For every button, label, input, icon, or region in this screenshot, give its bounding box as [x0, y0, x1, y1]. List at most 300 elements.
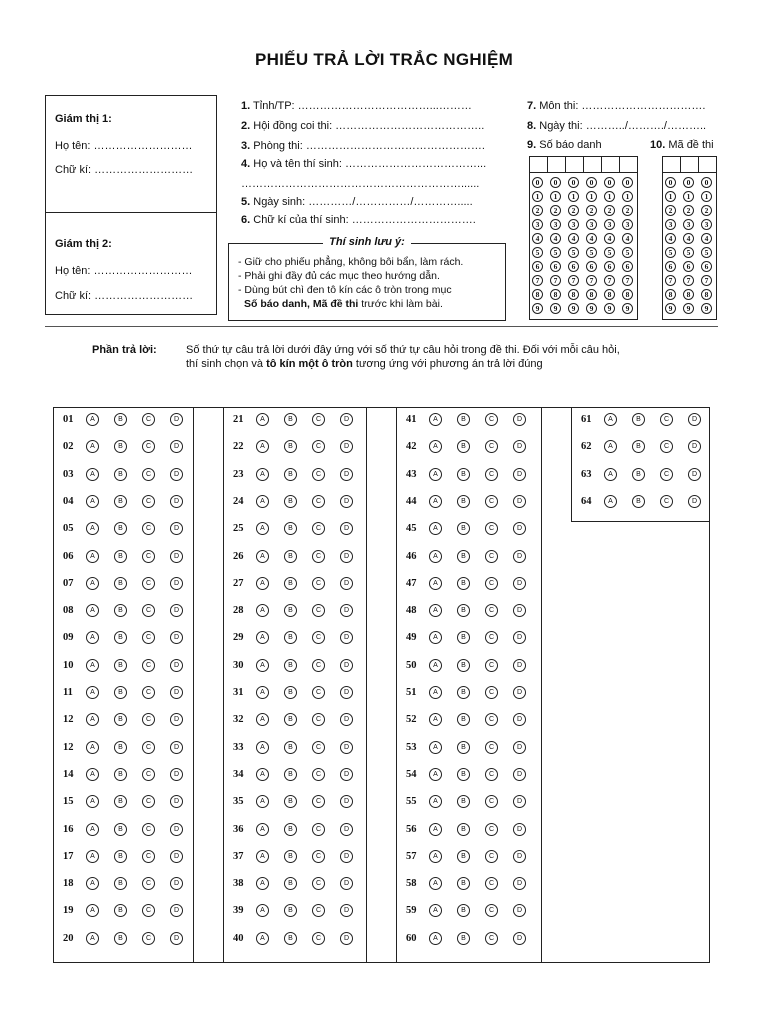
answer-bubble-b[interactable]: B	[114, 440, 127, 453]
answer-bubble-a[interactable]: A	[429, 768, 442, 781]
answer-bubble-b[interactable]: B	[284, 686, 297, 699]
made-bubble[interactable]: 8	[683, 289, 694, 300]
answer-bubble-a[interactable]: A	[429, 904, 442, 917]
answer-bubble-a[interactable]: A	[256, 768, 269, 781]
answer-bubble-b[interactable]: B	[284, 522, 297, 535]
answer-bubble-c[interactable]: C	[142, 495, 155, 508]
answer-bubble-d[interactable]: D	[170, 413, 183, 426]
answer-bubble-a[interactable]: A	[604, 440, 617, 453]
answer-bubble-c[interactable]: C	[312, 468, 325, 481]
sbd-bubble[interactable]: 9	[622, 303, 633, 314]
answer-bubble-d[interactable]: D	[513, 795, 526, 808]
answer-bubble-c[interactable]: C	[485, 932, 498, 945]
sbd-bubble[interactable]: 2	[586, 205, 597, 216]
sbd-bubble[interactable]: 1	[622, 191, 633, 202]
made-bubble[interactable]: 5	[683, 247, 694, 258]
field-8[interactable]	[527, 120, 706, 132]
answer-bubble-d[interactable]: D	[513, 522, 526, 535]
answer-bubble-d[interactable]: D	[340, 550, 353, 563]
answer-bubble-a[interactable]: A	[429, 932, 442, 945]
answer-bubble-b[interactable]: B	[114, 877, 127, 890]
answer-bubble-a[interactable]: A	[429, 413, 442, 426]
answer-bubble-a[interactable]: A	[86, 877, 99, 890]
made-bubble[interactable]: 8	[665, 289, 676, 300]
answer-bubble-d[interactable]: D	[340, 713, 353, 726]
sbd-bubble[interactable]: 1	[550, 191, 561, 202]
answer-bubble-a[interactable]: A	[256, 604, 269, 617]
sbd-bubble[interactable]: 5	[532, 247, 543, 258]
answer-bubble-c[interactable]: C	[485, 741, 498, 754]
sbd-bubble[interactable]: 7	[550, 275, 561, 286]
answer-bubble-b[interactable]: B	[284, 659, 297, 672]
answer-bubble-d[interactable]: D	[340, 440, 353, 453]
answer-bubble-c[interactable]: C	[312, 932, 325, 945]
answer-bubble-b[interactable]: B	[114, 904, 127, 917]
answer-bubble-b[interactable]: B	[457, 413, 470, 426]
answer-bubble-b[interactable]: B	[632, 468, 645, 481]
answer-bubble-a[interactable]: A	[256, 877, 269, 890]
answer-bubble-c[interactable]: C	[485, 440, 498, 453]
made-bubble[interactable]: 0	[701, 177, 712, 188]
sbd-bubble[interactable]: 4	[568, 233, 579, 244]
answer-bubble-d[interactable]: D	[688, 413, 701, 426]
answer-bubble-d[interactable]: D	[340, 495, 353, 508]
answer-bubble-c[interactable]: C	[312, 550, 325, 563]
sbd-bubble[interactable]: 6	[586, 261, 597, 272]
answer-bubble-d[interactable]: D	[170, 795, 183, 808]
sbd-bubble[interactable]: 1	[586, 191, 597, 202]
sbd-bubble[interactable]: 3	[586, 219, 597, 230]
field-7[interactable]	[241, 214, 476, 226]
answer-bubble-d[interactable]: D	[513, 932, 526, 945]
answer-bubble-b[interactable]: B	[457, 877, 470, 890]
answer-bubble-a[interactable]: A	[429, 877, 442, 890]
answer-bubble-d[interactable]: D	[513, 904, 526, 917]
answer-bubble-a[interactable]: A	[256, 932, 269, 945]
answer-bubble-d[interactable]: D	[688, 468, 701, 481]
sbd-bubble[interactable]: 3	[532, 219, 543, 230]
made-bubble[interactable]: 0	[683, 177, 694, 188]
made-bubble[interactable]: 3	[701, 219, 712, 230]
answer-bubble-b[interactable]: B	[114, 468, 127, 481]
sbd-bubble[interactable]: 0	[622, 177, 633, 188]
answer-bubble-c[interactable]: C	[312, 904, 325, 917]
answer-bubble-d[interactable]: D	[340, 468, 353, 481]
answer-bubble-d[interactable]: D	[340, 413, 353, 426]
answer-bubble-b[interactable]: B	[457, 550, 470, 563]
sbd-bubble[interactable]: 1	[532, 191, 543, 202]
answer-bubble-b[interactable]: B	[457, 713, 470, 726]
answer-bubble-b[interactable]: B	[457, 768, 470, 781]
sbd-bubble[interactable]: 9	[604, 303, 615, 314]
answer-bubble-d[interactable]: D	[170, 577, 183, 590]
answer-bubble-a[interactable]: A	[429, 550, 442, 563]
answer-bubble-a[interactable]: A	[86, 604, 99, 617]
answer-bubble-c[interactable]: C	[142, 413, 155, 426]
answer-bubble-c[interactable]: C	[485, 659, 498, 672]
field-4[interactable]	[241, 158, 486, 170]
answer-bubble-d[interactable]: D	[340, 850, 353, 863]
answer-bubble-d[interactable]: D	[170, 686, 183, 699]
answer-bubble-d[interactable]: D	[170, 604, 183, 617]
answer-bubble-c[interactable]: C	[485, 413, 498, 426]
answer-bubble-d[interactable]: D	[513, 440, 526, 453]
answer-bubble-d[interactable]: D	[170, 659, 183, 672]
answer-bubble-c[interactable]: C	[312, 577, 325, 590]
answer-bubble-c[interactable]: C	[485, 550, 498, 563]
answer-bubble-b[interactable]: B	[114, 823, 127, 836]
answer-bubble-a[interactable]: A	[429, 495, 442, 508]
answer-bubble-a[interactable]: A	[86, 823, 99, 836]
answer-bubble-a[interactable]: A	[86, 795, 99, 808]
made-bubble[interactable]: 1	[665, 191, 676, 202]
answer-bubble-b[interactable]: B	[457, 795, 470, 808]
answer-bubble-d[interactable]: D	[340, 768, 353, 781]
answer-bubble-c[interactable]: C	[485, 877, 498, 890]
answer-bubble-a[interactable]: A	[429, 440, 442, 453]
answer-bubble-d[interactable]: D	[170, 877, 183, 890]
sbd-bubble[interactable]: 8	[622, 289, 633, 300]
sbd-bubble[interactable]: 8	[550, 289, 561, 300]
sbd-bubble[interactable]: 8	[532, 289, 543, 300]
field-9[interactable]	[527, 139, 602, 151]
answer-bubble-b[interactable]: B	[457, 495, 470, 508]
answer-bubble-d[interactable]: D	[170, 768, 183, 781]
sbd-bubble[interactable]: 5	[622, 247, 633, 258]
answer-bubble-d[interactable]: D	[340, 522, 353, 535]
answer-bubble-b[interactable]: B	[457, 932, 470, 945]
answer-bubble-d[interactable]: D	[170, 850, 183, 863]
answer-bubble-c[interactable]: C	[312, 495, 325, 508]
field-5[interactable]	[241, 178, 479, 190]
sbd-bubble[interactable]: 5	[604, 247, 615, 258]
answer-bubble-b[interactable]: B	[284, 932, 297, 945]
sbd-bubble[interactable]: 6	[568, 261, 579, 272]
answer-bubble-c[interactable]: C	[142, 440, 155, 453]
made-bubble[interactable]: 9	[701, 303, 712, 314]
answer-bubble-d[interactable]: D	[340, 904, 353, 917]
answer-bubble-c[interactable]: C	[485, 495, 498, 508]
answer-bubble-a[interactable]: A	[86, 522, 99, 535]
answer-bubble-c[interactable]: C	[485, 604, 498, 617]
answer-bubble-b[interactable]: B	[284, 795, 297, 808]
answer-bubble-a[interactable]: A	[429, 741, 442, 754]
answer-bubble-c[interactable]: C	[485, 713, 498, 726]
answer-bubble-d[interactable]: D	[513, 877, 526, 890]
made-bubble[interactable]: 7	[665, 275, 676, 286]
sbd-bubble[interactable]: 8	[586, 289, 597, 300]
answer-bubble-b[interactable]: B	[457, 604, 470, 617]
answer-bubble-a[interactable]: A	[429, 577, 442, 590]
answer-bubble-b[interactable]: B	[457, 440, 470, 453]
answer-bubble-c[interactable]: C	[485, 577, 498, 590]
sbd-bubble[interactable]: 3	[568, 219, 579, 230]
sbd-bubble[interactable]: 3	[604, 219, 615, 230]
answer-bubble-b[interactable]: B	[457, 468, 470, 481]
sbd-bubble[interactable]: 0	[604, 177, 615, 188]
answer-bubble-a[interactable]: A	[256, 495, 269, 508]
answer-bubble-c[interactable]: C	[485, 631, 498, 644]
answer-bubble-b[interactable]: B	[114, 795, 127, 808]
answer-bubble-a[interactable]: A	[86, 741, 99, 754]
sbd-bubble[interactable]: 6	[532, 261, 543, 272]
answer-bubble-c[interactable]: C	[142, 741, 155, 754]
answer-bubble-d[interactable]: D	[688, 440, 701, 453]
answer-bubble-a[interactable]: A	[604, 413, 617, 426]
sbd-bubble[interactable]: 9	[586, 303, 597, 314]
answer-bubble-a[interactable]: A	[86, 686, 99, 699]
sbd-bubble[interactable]: 0	[586, 177, 597, 188]
answer-bubble-a[interactable]: A	[256, 686, 269, 699]
answer-bubble-b[interactable]: B	[114, 659, 127, 672]
made-bubble[interactable]: 6	[701, 261, 712, 272]
answer-bubble-d[interactable]: D	[170, 550, 183, 563]
answer-bubble-c[interactable]: C	[485, 823, 498, 836]
answer-bubble-c[interactable]: C	[660, 468, 673, 481]
answer-bubble-c[interactable]: C	[312, 604, 325, 617]
sbd-bubble[interactable]: 0	[550, 177, 561, 188]
made-bubble[interactable]: 1	[701, 191, 712, 202]
answer-bubble-a[interactable]: A	[86, 768, 99, 781]
made-bubble[interactable]: 5	[665, 247, 676, 258]
made-bubble[interactable]: 3	[683, 219, 694, 230]
answer-bubble-a[interactable]: A	[256, 522, 269, 535]
invigilator1-signature[interactable]: Chữ kí: ………………………	[55, 164, 194, 176]
sbd-bubble[interactable]: 0	[532, 177, 543, 188]
answer-bubble-b[interactable]: B	[284, 823, 297, 836]
answer-bubble-a[interactable]: A	[256, 413, 269, 426]
made-bubble[interactable]: 2	[683, 205, 694, 216]
answer-bubble-a[interactable]: A	[429, 631, 442, 644]
answer-bubble-c[interactable]: C	[142, 659, 155, 672]
answer-bubble-c[interactable]: C	[312, 631, 325, 644]
answer-bubble-a[interactable]: A	[429, 659, 442, 672]
answer-bubble-a[interactable]: A	[256, 440, 269, 453]
answer-bubble-c[interactable]: C	[485, 686, 498, 699]
answer-bubble-d[interactable]: D	[513, 631, 526, 644]
answer-bubble-d[interactable]: D	[513, 768, 526, 781]
sbd-bubble[interactable]: 6	[550, 261, 561, 272]
answer-bubble-d[interactable]: D	[513, 495, 526, 508]
made-bubble[interactable]: 4	[701, 233, 712, 244]
sbd-bubble[interactable]: 7	[586, 275, 597, 286]
answer-bubble-c[interactable]: C	[660, 495, 673, 508]
answer-bubble-a[interactable]: A	[429, 713, 442, 726]
answer-bubble-d[interactable]: D	[513, 413, 526, 426]
answer-bubble-c[interactable]: C	[312, 795, 325, 808]
answer-bubble-a[interactable]: A	[86, 440, 99, 453]
answer-bubble-b[interactable]: B	[457, 577, 470, 590]
answer-bubble-b[interactable]: B	[284, 468, 297, 481]
answer-bubble-b[interactable]: B	[284, 713, 297, 726]
answer-bubble-c[interactable]: C	[660, 440, 673, 453]
sbd-bubble[interactable]: 7	[532, 275, 543, 286]
made-bubble[interactable]: 3	[665, 219, 676, 230]
sbd-bubble[interactable]: 4	[586, 233, 597, 244]
answer-bubble-b[interactable]: B	[457, 850, 470, 863]
sbd-bubble[interactable]: 9	[532, 303, 543, 314]
answer-bubble-a[interactable]: A	[429, 823, 442, 836]
answer-bubble-a[interactable]: A	[86, 713, 99, 726]
answer-bubble-b[interactable]: B	[632, 413, 645, 426]
answer-bubble-a[interactable]: A	[256, 468, 269, 481]
made-bubble[interactable]: 7	[683, 275, 694, 286]
answer-bubble-a[interactable]: A	[86, 577, 99, 590]
answer-bubble-b[interactable]: B	[114, 631, 127, 644]
answer-bubble-b[interactable]: B	[114, 495, 127, 508]
answer-bubble-a[interactable]: A	[86, 550, 99, 563]
invigilator2-name[interactable]: Họ tên: ………………………	[55, 265, 193, 277]
answer-bubble-c[interactable]: C	[142, 850, 155, 863]
answer-bubble-a[interactable]: A	[256, 795, 269, 808]
made-bubble[interactable]: 9	[665, 303, 676, 314]
sbd-bubble[interactable]: 2	[622, 205, 633, 216]
field-7[interactable]	[527, 100, 705, 112]
answer-bubble-b[interactable]: B	[284, 495, 297, 508]
answer-bubble-b[interactable]: B	[114, 522, 127, 535]
sbd-bubble[interactable]: 6	[622, 261, 633, 272]
answer-bubble-c[interactable]: C	[312, 659, 325, 672]
answer-bubble-d[interactable]: D	[513, 577, 526, 590]
answer-bubble-a[interactable]: A	[86, 413, 99, 426]
answer-bubble-a[interactable]: A	[429, 522, 442, 535]
sbd-bubble[interactable]: 7	[604, 275, 615, 286]
answer-bubble-a[interactable]: A	[604, 495, 617, 508]
answer-bubble-c[interactable]: C	[312, 440, 325, 453]
answer-bubble-c[interactable]: C	[142, 904, 155, 917]
answer-bubble-c[interactable]: C	[142, 631, 155, 644]
answer-bubble-b[interactable]: B	[457, 686, 470, 699]
answer-bubble-d[interactable]: D	[170, 468, 183, 481]
answer-bubble-c[interactable]: C	[312, 850, 325, 863]
answer-bubble-c[interactable]: C	[312, 686, 325, 699]
answer-bubble-c[interactable]: C	[142, 550, 155, 563]
sbd-bubble[interactable]: 7	[568, 275, 579, 286]
answer-bubble-b[interactable]: B	[284, 768, 297, 781]
sbd-bubble[interactable]: 3	[622, 219, 633, 230]
answer-bubble-d[interactable]: D	[170, 440, 183, 453]
answer-bubble-a[interactable]: A	[429, 468, 442, 481]
sbd-bubble[interactable]: 6	[604, 261, 615, 272]
made-bubble[interactable]: 2	[701, 205, 712, 216]
answer-bubble-a[interactable]: A	[256, 713, 269, 726]
answer-bubble-c[interactable]: C	[142, 604, 155, 617]
answer-bubble-a[interactable]: A	[256, 904, 269, 917]
answer-bubble-c[interactable]: C	[485, 522, 498, 535]
answer-bubble-b[interactable]: B	[284, 904, 297, 917]
answer-bubble-b[interactable]: B	[632, 495, 645, 508]
answer-bubble-d[interactable]: D	[170, 932, 183, 945]
answer-bubble-b[interactable]: B	[114, 413, 127, 426]
answer-bubble-b[interactable]: B	[284, 604, 297, 617]
answer-bubble-b[interactable]: B	[284, 577, 297, 590]
answer-bubble-c[interactable]: C	[485, 468, 498, 481]
answer-bubble-a[interactable]: A	[429, 795, 442, 808]
sbd-bubble[interactable]: 9	[568, 303, 579, 314]
answer-bubble-c[interactable]: C	[142, 522, 155, 535]
answer-bubble-b[interactable]: B	[284, 413, 297, 426]
answer-bubble-d[interactable]: D	[170, 904, 183, 917]
made-bubble[interactable]: 6	[683, 261, 694, 272]
sbd-bubble[interactable]: 5	[568, 247, 579, 258]
field-3[interactable]	[241, 140, 485, 152]
answer-bubble-a[interactable]: A	[429, 686, 442, 699]
answer-bubble-a[interactable]: A	[86, 631, 99, 644]
answer-bubble-a[interactable]: A	[256, 850, 269, 863]
made-bubble[interactable]: 5	[701, 247, 712, 258]
sbd-bubble[interactable]: 4	[604, 233, 615, 244]
answer-bubble-d[interactable]: D	[340, 604, 353, 617]
answer-bubble-b[interactable]: B	[457, 522, 470, 535]
answer-bubble-d[interactable]: D	[513, 713, 526, 726]
answer-bubble-a[interactable]: A	[86, 468, 99, 481]
answer-bubble-b[interactable]: B	[457, 741, 470, 754]
sbd-bubble[interactable]: 5	[550, 247, 561, 258]
answer-bubble-c[interactable]: C	[312, 877, 325, 890]
answer-bubble-c[interactable]: C	[312, 713, 325, 726]
made-bubble[interactable]: 1	[683, 191, 694, 202]
answer-bubble-b[interactable]: B	[114, 713, 127, 726]
made-bubble[interactable]: 8	[701, 289, 712, 300]
sbd-bubble[interactable]: 2	[550, 205, 561, 216]
sbd-bubble[interactable]: 2	[532, 205, 543, 216]
answer-bubble-b[interactable]: B	[457, 823, 470, 836]
answer-bubble-d[interactable]: D	[513, 850, 526, 863]
sbd-bubble[interactable]: 1	[604, 191, 615, 202]
sbd-bubble[interactable]: 2	[604, 205, 615, 216]
answer-bubble-c[interactable]: C	[312, 741, 325, 754]
invigilator2-signature[interactable]: Chữ kí: ………………………	[55, 290, 194, 302]
answer-bubble-a[interactable]: A	[256, 550, 269, 563]
answer-bubble-c[interactable]: C	[312, 823, 325, 836]
answer-bubble-b[interactable]: B	[114, 604, 127, 617]
answer-bubble-c[interactable]: C	[142, 768, 155, 781]
answer-bubble-b[interactable]: B	[457, 659, 470, 672]
sbd-bubble[interactable]: 8	[604, 289, 615, 300]
field-1[interactable]	[241, 100, 472, 112]
answer-bubble-d[interactable]: D	[170, 631, 183, 644]
answer-bubble-d[interactable]: D	[170, 713, 183, 726]
sbd-bubble[interactable]: 0	[568, 177, 579, 188]
answer-bubble-a[interactable]: A	[604, 468, 617, 481]
answer-bubble-d[interactable]: D	[340, 823, 353, 836]
answer-bubble-d[interactable]: D	[513, 823, 526, 836]
sbd-bubble[interactable]: 2	[568, 205, 579, 216]
answer-bubble-d[interactable]: D	[340, 686, 353, 699]
answer-bubble-d[interactable]: D	[170, 522, 183, 535]
answer-bubble-a[interactable]: A	[86, 850, 99, 863]
answer-bubble-c[interactable]: C	[312, 413, 325, 426]
sbd-bubble[interactable]: 5	[586, 247, 597, 258]
sbd-bubble[interactable]: 1	[568, 191, 579, 202]
answer-bubble-b[interactable]: B	[284, 550, 297, 563]
made-bubble[interactable]: 2	[665, 205, 676, 216]
answer-bubble-b[interactable]: B	[284, 440, 297, 453]
answer-bubble-c[interactable]: C	[485, 904, 498, 917]
answer-bubble-c[interactable]: C	[142, 577, 155, 590]
answer-bubble-c[interactable]: C	[142, 877, 155, 890]
answer-bubble-d[interactable]: D	[513, 468, 526, 481]
answer-bubble-a[interactable]: A	[429, 850, 442, 863]
answer-bubble-b[interactable]: B	[114, 686, 127, 699]
answer-bubble-d[interactable]: D	[340, 741, 353, 754]
answer-bubble-c[interactable]: C	[312, 768, 325, 781]
answer-bubble-c[interactable]: C	[485, 850, 498, 863]
answer-bubble-c[interactable]: C	[142, 686, 155, 699]
answer-bubble-b[interactable]: B	[114, 577, 127, 590]
answer-bubble-d[interactable]: D	[340, 631, 353, 644]
answer-bubble-b[interactable]: B	[284, 850, 297, 863]
